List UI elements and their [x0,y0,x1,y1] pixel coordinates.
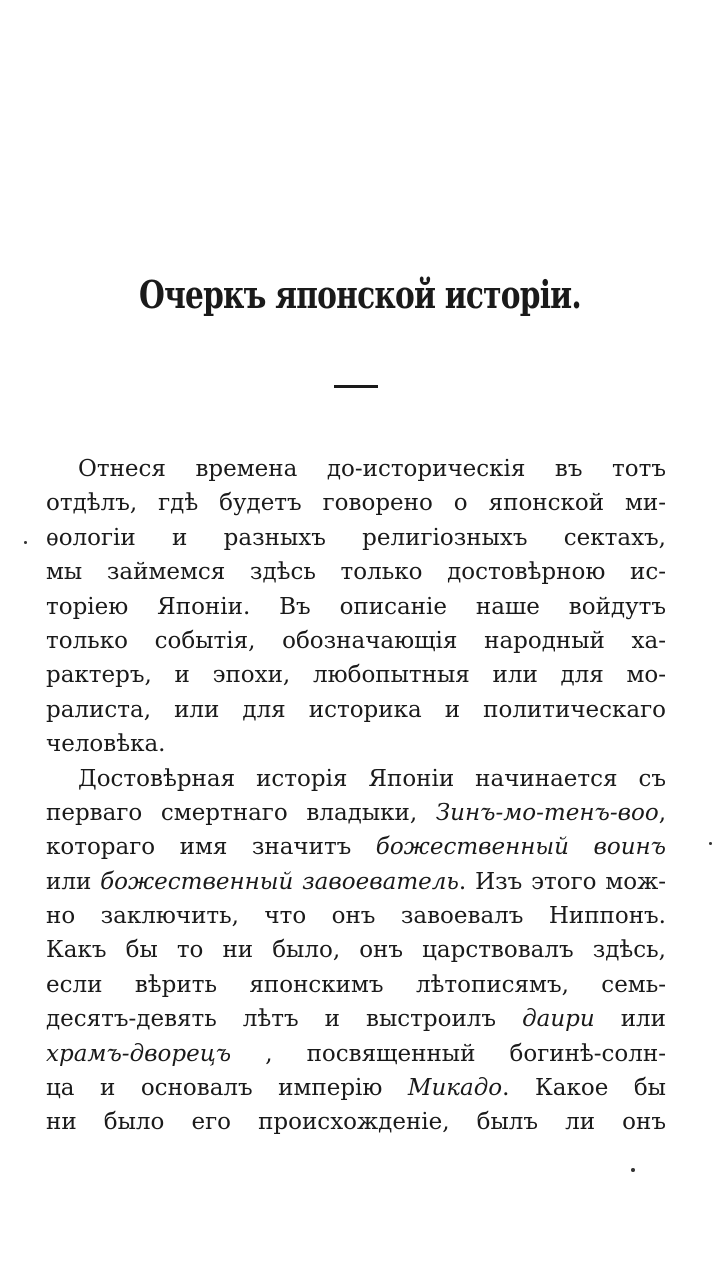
text-line: Достовѣрная исторія Японіи начинается съ [78,765,666,792]
text-line: торіею Японіи. Въ описаніе наше войдутъ [46,593,666,620]
text-line: мы займемся здѣсь только достовѣрною ис- [46,559,666,586]
text-line: перваго смертнаго владыки, Зинъ-мо-тенъ-воо, [46,799,666,826]
scan-speck [709,842,712,845]
text-line: ца и основалъ имперію Микадо. Какое бы [46,1075,666,1102]
italic-term: храмъ-дворецъ [46,1040,232,1067]
text-line: но заключить, что онъ завоевалъ Ниппонъ. [46,903,666,930]
text-line: Отнеся времена до-историческія въ тотъ [78,456,666,482]
chapter-title: Очеркъ японской исторіи. [139,272,581,317]
text-line: человѣка. [46,731,166,758]
italic-term: Микадо [407,1075,503,1102]
text-line: только событія, обозначающія народный ха- [46,627,666,654]
italic-term: даири [522,1006,595,1033]
italic-term: божественный воинъ [375,834,666,861]
text-line: ѳологіи и разныхъ религіозныхъ сектахъ, [46,524,666,551]
text-line: если вѣрить японскимъ лѣтописямъ, семь- [46,971,666,998]
text-line: ни было его происхожденіе, былъ ли онъ [46,1109,666,1136]
text-line: храмъ-дворецъ , посвященный богинѣ-солн- [46,1040,666,1067]
italic-name: Зинъ-мо-тенъ-воо [435,799,659,826]
text-line: десятъ-девять лѣтъ и выстроилъ даири или [46,1006,666,1033]
text-line: Какъ бы то ни было, онъ царствовалъ здѣсь, [46,937,666,964]
body-text [46,452,666,1140]
text-line: отдѣлъ, гдѣ будетъ говорено о японской ми- [46,490,666,517]
text-line: ралиста, или для историка и политическаго [46,696,666,723]
text-line: или божественный завоеватель. Изъ этого мож- [46,868,666,895]
title-divider [334,385,378,388]
italic-term: божественный завоеватель [100,868,459,895]
scan-speck [24,541,27,544]
text-line: рактеръ, и эпохи, любопытныя или для мо- [46,662,666,689]
scan-speck [631,1168,635,1172]
text-line: котораго имя значитъ божественный воинъ [46,834,666,861]
